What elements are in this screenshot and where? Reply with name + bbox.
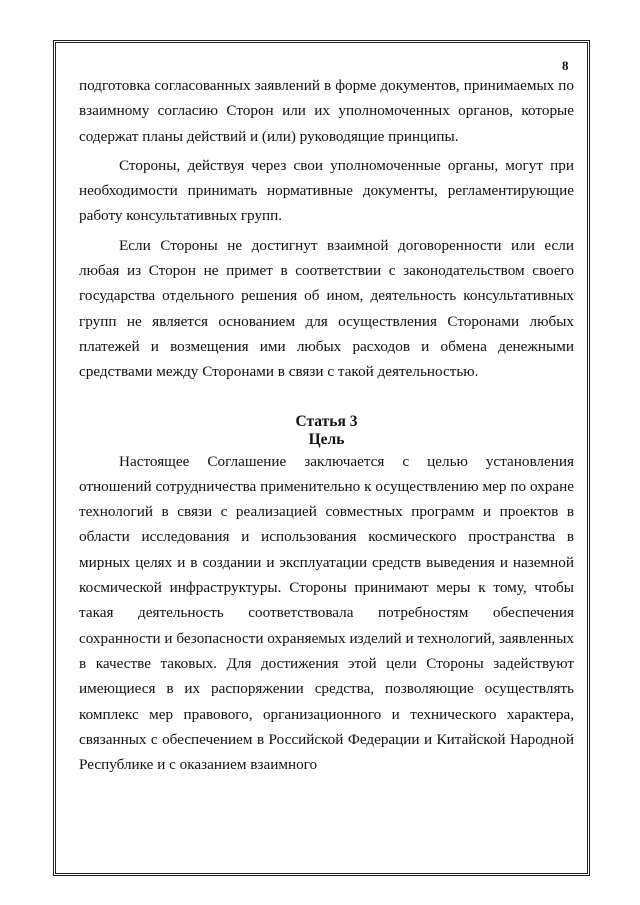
paragraph-article-purpose: Настоящее Соглашение заключается с целью установления отношений сотрудничества применительно к осуществлению мер по охране технологий в связи с реализацией совместных программ и проектов в области исследования и использования космического пространства в мирных целях и в создании и эксплуатации средств выведения и наземной космической инфраструктуры. Стороны принимают меры к тому, чтобы такая деятельность соответствовала потребностям обеспечения сохранности и безопасности охраняемых изделий и технологий, заявленных в качестве таковых. Для достижения этой цели Стороны задействуют имеющиеся в их распоряжении средства, позволяющие осуществлять комплекс мер правового, организационного и технического характера, связанных с обеспечением в Российской Федерации и Китайской Народной Республике и с оказанием взаимного bbox=[79, 452, 575, 774]
article-number: Статья 3 bbox=[295, 412, 358, 430]
paragraph-continuation: подготовка согласованных заявлений в форме документов, принимаемых по взаимному согласию Сторон или их уполномоченных органов, которые содержат планы действий и (или) руководящие принципы. bbox=[79, 77, 574, 145]
article-heading bbox=[79, 413, 574, 449]
document-body bbox=[79, 73, 574, 777]
paragraph-payments: Если Стороны не достигнут взаимной договоренности или если любая из Сторон не примет в соответствии с законодательством своего государства отдельного решения об ином, деятельность консультативных групп не является основанием для осуществления Сторонами любых платежей и возмещения ими любых расходов и обмена денежными средствами между Сторонами в связи с такой деятельностью. bbox=[79, 236, 574, 381]
page-number: 8 bbox=[562, 58, 569, 73]
paragraph-normative-documents: Стороны, действуя через свои уполномоченные органы, могут при необходимости принимать нормативные документы, регламентирующие работу консультативных групп. bbox=[79, 156, 574, 225]
article-title: Цель bbox=[308, 430, 345, 448]
